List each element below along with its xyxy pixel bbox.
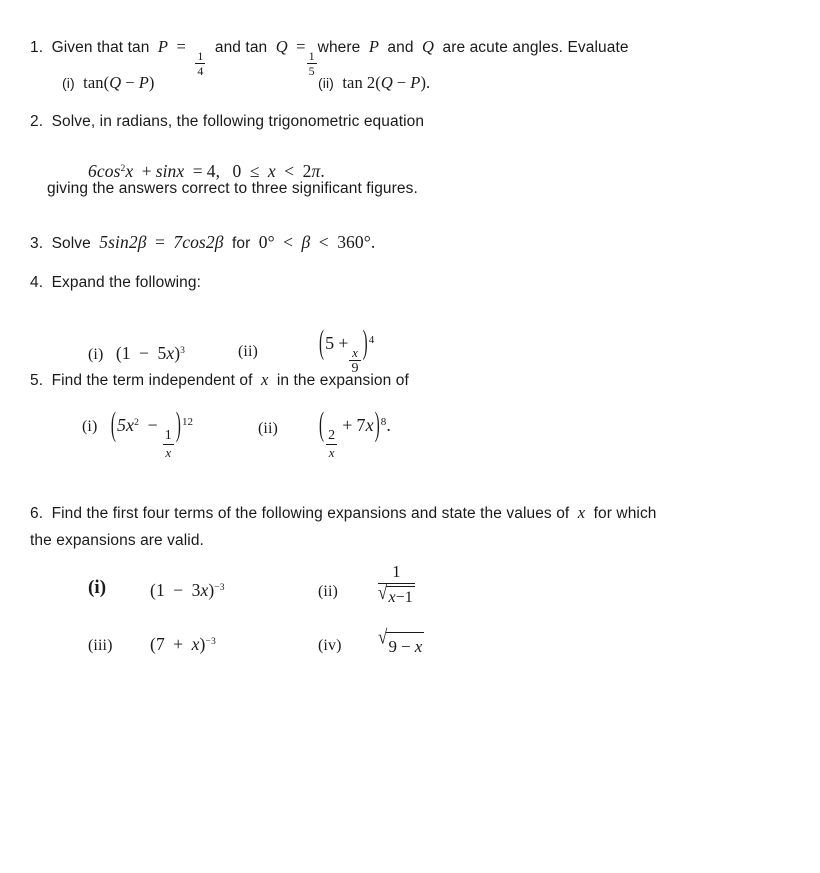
question-4-part-i [88, 340, 185, 368]
q5ii-var: x [365, 415, 374, 435]
question-5-stem [30, 367, 409, 393]
eq-var1: x [125, 161, 134, 181]
radical-9-minus-x: √ 9 − x [378, 632, 424, 660]
q4i-exponent: 3 [180, 344, 186, 356]
question-1-var-p2: P [368, 37, 379, 56]
fraction-one-quarter: $\frac{1}{4}$ [197, 49, 204, 79]
question-1-stem-d: and [387, 39, 414, 56]
comma: , [215, 161, 221, 181]
question-1-part-ii-label: (ii) [318, 75, 334, 91]
minus-operator: − [173, 580, 184, 600]
question-1-stem-a: Given that tan [51, 39, 150, 56]
pi-symbol: π [311, 161, 321, 181]
question-1-var-q2: Q [422, 37, 435, 56]
q3-range-low: 0° [258, 232, 275, 252]
q4i-a: 1 [121, 343, 131, 363]
paren-open: ( [319, 408, 325, 445]
question-5-part-ii-label: (ii) [258, 420, 278, 437]
q3-lhs-var: β [137, 232, 147, 252]
question-1-part-ii-fn: tan [342, 73, 363, 92]
eq-sin: sin [155, 161, 177, 181]
paren-close: ) [208, 580, 215, 600]
paren-close: ) [374, 408, 380, 445]
question-5-part-i [82, 408, 194, 461]
question-6-part-iv-label: (iv) [318, 637, 342, 654]
q5i-coeff: 5 [116, 415, 127, 435]
radical-x-minus-1: √ x−1 [378, 581, 413, 607]
period: . [426, 73, 431, 92]
plus-operator: + [342, 415, 353, 435]
question-5-part-ii [318, 408, 392, 461]
q5ii-coeff: 7 [356, 415, 366, 435]
q5i-var: x [126, 415, 135, 435]
question-4-stem [30, 271, 201, 295]
q4i-coeff: 5 [157, 343, 167, 363]
question-5-number: 5. [30, 372, 44, 389]
question-5-stem-a: Find the term independent of [51, 372, 253, 389]
range-low: 0 [232, 161, 242, 181]
eq-power: 2 [120, 162, 126, 174]
question-1-part-ii [318, 70, 430, 96]
question-1-part-ii-a: Q [380, 73, 393, 92]
question-3-number: 3. [30, 235, 44, 252]
question-1-part-i-b: P [138, 73, 149, 92]
q6i-exponent: −3 [214, 581, 225, 593]
q3-lhs-fn: sin2 [108, 232, 138, 252]
eq-rhs: 4 [206, 161, 216, 181]
eq-coeff: 6 [88, 161, 97, 181]
question-5-stem-var: x [260, 370, 269, 389]
question-6-stem-line1: Find the first four terms of the following expansions and state the values of [51, 505, 570, 522]
question-4-part-ii-label-wrap [238, 340, 258, 365]
paren-close: ) [174, 343, 181, 363]
range-high: 2 [302, 161, 312, 181]
equals-operator: = [154, 232, 165, 252]
q4ii-a: 5 [325, 333, 335, 353]
less-than-operator-2: < [318, 232, 329, 252]
question-2-stem-text: Solve, in radians, the following trigonometric equation [51, 113, 425, 130]
question-1-part-ii-coeff: 2 [366, 73, 376, 92]
q5i-exponent: 12 [181, 415, 194, 428]
q3-lhs-coeff: 5 [99, 232, 109, 252]
range-var: x [267, 161, 276, 181]
question-6-part-ii-label-wrap [318, 580, 338, 605]
plus-operator: + [338, 333, 349, 353]
question-1-eq2: = [296, 37, 306, 56]
question-1-part-i-fn: tan [83, 73, 104, 92]
paren-close: ) [199, 634, 206, 654]
question-1-var-p: P [157, 37, 169, 56]
question-6-stem-line1b: for which [593, 505, 657, 522]
question-6-part-iv-label-wrap [318, 634, 342, 659]
period: . [320, 161, 325, 181]
paren-open: ( [319, 326, 325, 363]
q3-rhs-var: β [214, 232, 224, 252]
question-1-stem-e: are acute angles. Evaluate [442, 39, 629, 56]
question-6-part-i-expr [150, 577, 225, 604]
q6iii-a: 7 [155, 634, 165, 654]
paren-open: ( [150, 634, 156, 654]
fraction-two-over-x: $\frac{2}{x}$ [328, 428, 336, 461]
fraction-one-over-x: $\frac{1}{x}$ [164, 428, 172, 461]
fraction-one-over-sqrt: 1 √ x−1 [378, 562, 413, 607]
equals-operator: = [192, 161, 203, 181]
question-6-part-iii-label: (iii) [88, 637, 113, 654]
q3-range-var: β [301, 232, 311, 252]
q5i-var-exponent: 2 [134, 416, 140, 428]
question-2-number: 2. [30, 113, 44, 130]
q5ii-exponent: 8 [380, 415, 387, 428]
question-5-stem-b: in the expansion of [276, 372, 409, 389]
question-1-number: 1. [30, 39, 44, 56]
paren-open: ( [115, 343, 122, 363]
paren-close: ) [175, 408, 181, 445]
less-than-operator: < [283, 232, 294, 252]
q6iii-var: x [191, 634, 200, 654]
question-6-number: 6. [30, 505, 44, 522]
question-4-part-ii-label: (ii) [238, 343, 258, 360]
less-equal-operator: ≤ [249, 161, 260, 181]
question-6-part-iii-expr [150, 631, 216, 658]
paren-open: ( [103, 73, 110, 92]
plus-operator: + [141, 161, 152, 181]
question-5-part-ii-label-wrap [258, 417, 278, 442]
q4i-var: x [166, 343, 175, 363]
question-1-part-i [62, 70, 154, 96]
period: . [370, 232, 376, 252]
minus-operator: − [139, 343, 150, 363]
question-6-part-i [88, 573, 106, 602]
question-6-part-ii-expr [378, 563, 415, 607]
question-5-part-i-label: (i) [82, 418, 98, 435]
question-1-part-i-a: Q [109, 73, 122, 92]
question-6-stem-line2: the expansions are valid. [30, 532, 204, 550]
question-4-part-i-label: (i) [88, 346, 104, 363]
paren-open: ( [375, 73, 381, 92]
paren-open: ( [110, 408, 116, 445]
question-4-number: 4. [30, 274, 44, 291]
question-1-stem-c: where [317, 39, 361, 56]
question-3-stem-a: Solve [51, 235, 91, 252]
q4ii-exponent: 4 [368, 333, 375, 346]
question-1-part-i-label: (i) [62, 75, 75, 91]
minus-operator: − [147, 415, 158, 435]
question-4-stem-text: Expand the following: [51, 274, 202, 291]
q3-range-high: 360° [337, 232, 371, 252]
period: . [386, 415, 392, 435]
question-1-stem-b: and tan [214, 39, 268, 56]
q6i-a: 1 [155, 580, 165, 600]
eq-var2: x [176, 161, 185, 181]
question-1-var-q: Q [275, 37, 288, 56]
minus-operator: − [125, 73, 135, 92]
fraction-x-over-9: $\frac{x}{9}$ [351, 345, 359, 377]
question-6-part-iii [88, 634, 113, 659]
question-6-part-iv-expr [378, 625, 424, 660]
q6i-coeff: 3 [191, 580, 201, 600]
question-1-eq1: = [176, 37, 186, 56]
eq-cos: cos [96, 161, 121, 181]
paren-close: ) [362, 326, 368, 363]
question-3 [30, 229, 375, 256]
paren-open: ( [150, 580, 156, 600]
question-2-stem [30, 110, 424, 134]
question-6-stem [30, 500, 790, 553]
q3-rhs-fn: cos2 [182, 232, 215, 252]
question-6-stem-var: x [577, 503, 586, 522]
plus-operator: + [173, 634, 184, 654]
minus-operator: − [396, 73, 407, 92]
question-3-stem-b: for [231, 235, 251, 252]
q6iii-exponent: −3 [205, 635, 216, 647]
q3-rhs-coeff: 7 [173, 232, 183, 252]
paren-close: ) [148, 73, 155, 92]
question-1-part-ii-b: P [410, 73, 421, 92]
fraction-one-fifth: $\frac{1}{5}$ [308, 49, 315, 79]
question-2-note: giving the answers correct to three significant figures. [47, 180, 418, 197]
question-6-part-ii-label: (ii) [318, 583, 338, 600]
q6i-var: x [200, 580, 209, 600]
less-than-operator: < [284, 161, 295, 181]
question-6-part-i-label: (i) [88, 577, 107, 598]
paren-close: ) [420, 73, 427, 92]
